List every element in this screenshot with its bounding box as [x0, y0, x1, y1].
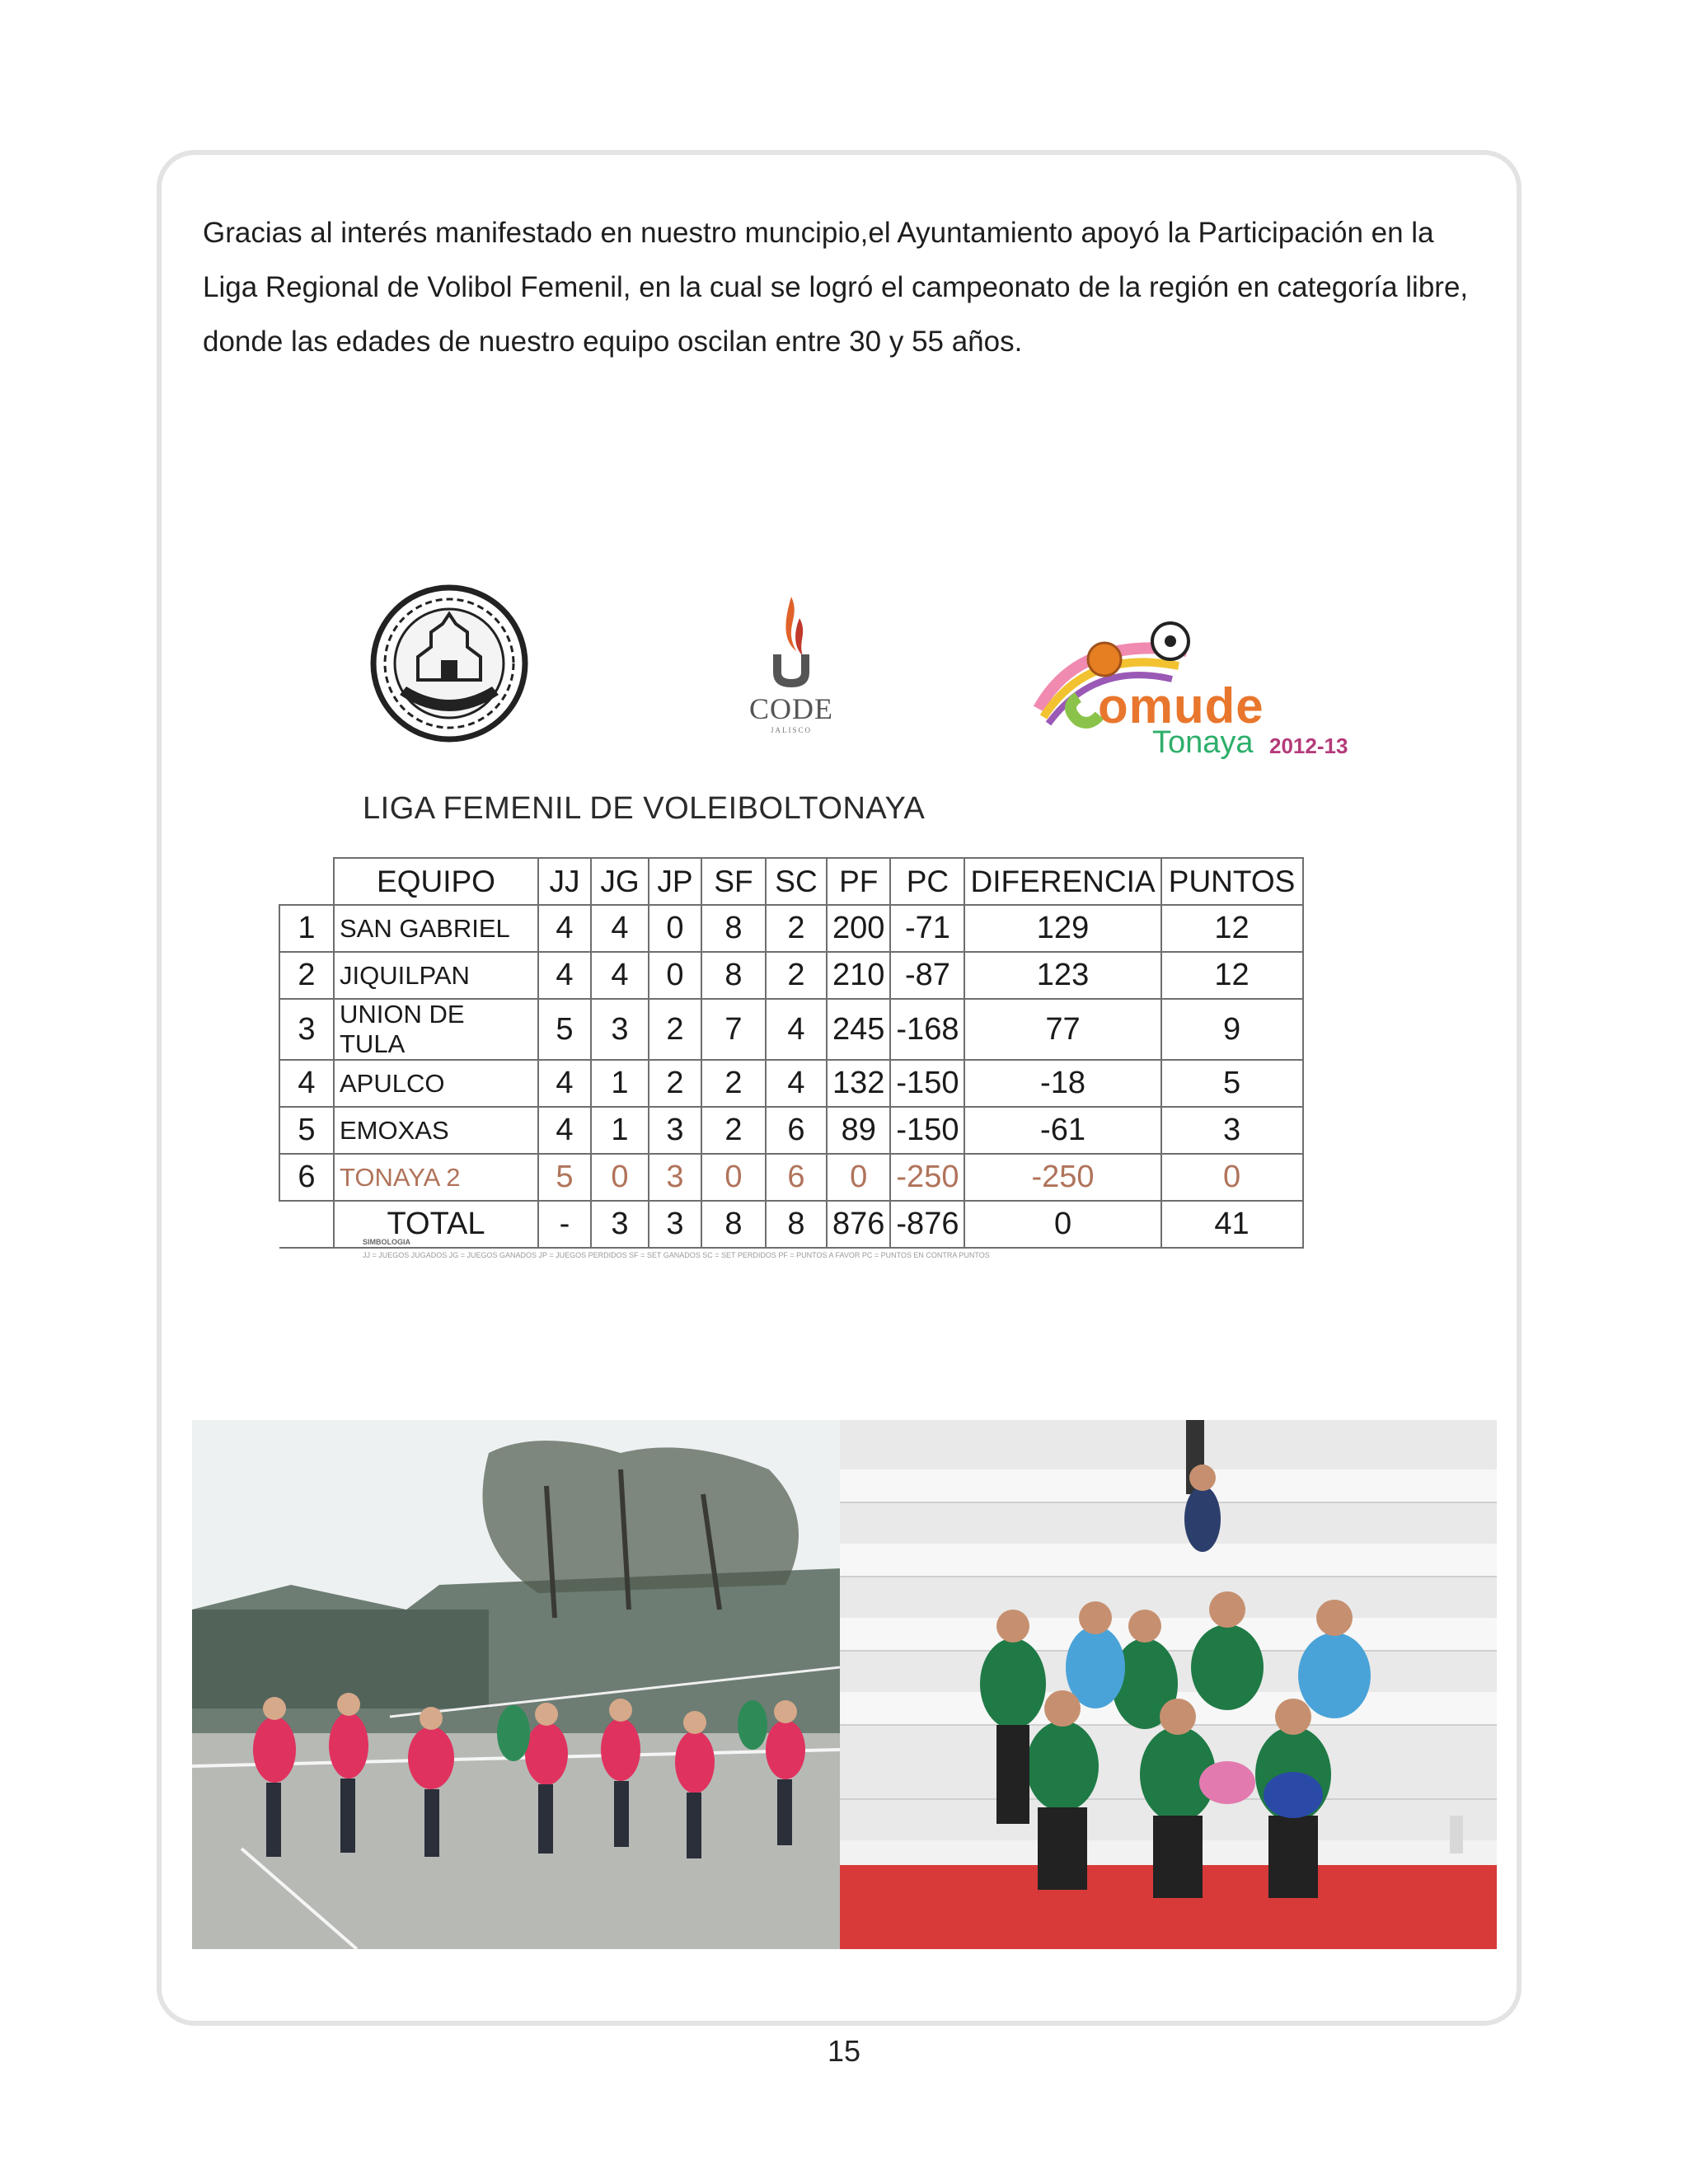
table-cell: 77: [964, 999, 1160, 1060]
code-logo: [725, 593, 857, 734]
table-cell: 4: [538, 1060, 591, 1107]
table-cell: 5: [538, 999, 591, 1060]
table-row: [279, 1107, 1303, 1154]
table-cell: 0: [1161, 1154, 1303, 1201]
table-cell: 2: [701, 1060, 766, 1107]
rank-cell: 1: [279, 905, 334, 952]
table-cell: 8: [701, 952, 766, 999]
header-cell: PUNTOS: [1161, 858, 1303, 905]
table-cell: -876: [890, 1201, 964, 1248]
symbology-text: JJ = JUEGOS JUGADOS JG = JUEGOS GANADOS JP = JUEGOS PERDIDOS SF = SET GANADOS SC = SET PERDIDOS PF = PUNTOS A FAVOR PC = PUNTOS EN CONTRA PUNTOS: [363, 1251, 990, 1259]
standings-table: [279, 857, 1304, 1249]
table-cell: 5: [538, 1154, 591, 1201]
table-cell: -87: [890, 952, 964, 999]
intro-line: Liga Regional de Volibol Femenil, en la cual se logró el campeonato de la región en categoría libre,: [203, 271, 1469, 303]
table-cell: 3: [591, 1201, 649, 1248]
table-cell: -250: [890, 1154, 964, 1201]
table-cell: 6: [766, 1107, 827, 1154]
table-cell: -150: [890, 1107, 964, 1154]
table-cell: 0: [649, 952, 701, 999]
header-cell: SF: [701, 858, 766, 905]
team-cell: APULCO: [334, 1060, 538, 1107]
table-row: [279, 1060, 1303, 1107]
table-cell: 2: [649, 1060, 701, 1107]
header-rank-cell: [279, 858, 334, 905]
rank-cell: 2: [279, 952, 334, 999]
table-cell: 8: [701, 1201, 766, 1248]
table-cell: 8: [701, 905, 766, 952]
comude-name: omude: [1098, 678, 1264, 733]
table-total-row: [279, 1201, 1303, 1248]
table-header-row: [279, 858, 1303, 905]
total-label-cell: TOTAL: [334, 1201, 538, 1248]
table-cell: 2: [649, 999, 701, 1060]
code-name: CODE: [749, 692, 833, 725]
table-cell: 4: [538, 952, 591, 999]
municipal-seal-icon: [367, 581, 532, 746]
table-cell: -71: [890, 905, 964, 952]
team-cell: TONAYA 2: [334, 1154, 538, 1201]
photo-team-group: [840, 1420, 1497, 1949]
table-cell: -: [538, 1201, 591, 1248]
table-cell: 3: [1161, 1107, 1303, 1154]
rank-cell: 3: [279, 999, 334, 1060]
table-cell: 4: [538, 1107, 591, 1154]
table-cell: 4: [766, 999, 827, 1060]
table-row: [279, 999, 1303, 1060]
table-cell: 200: [827, 905, 890, 952]
team-cell: SAN GABRIEL: [334, 905, 538, 952]
table-cell: 3: [649, 1201, 701, 1248]
table-cell: 7: [701, 999, 766, 1060]
header-cell: PF: [827, 858, 890, 905]
header-cell: PC: [890, 858, 964, 905]
table-cell: 3: [649, 1107, 701, 1154]
intro-line: donde las edades de nuestro equipo oscilan entre 30 y 55 años.: [203, 326, 1023, 358]
table-cell: 876: [827, 1201, 890, 1248]
league-title: LIGA FEMENIL DE VOLEIBOLTONAYA: [363, 791, 926, 826]
header-cell: DIFERENCIA: [964, 858, 1160, 905]
comude-place: Tonaya: [1152, 725, 1254, 760]
table-cell: 2: [766, 905, 827, 952]
table-cell: 210: [827, 952, 890, 999]
table-cell: -61: [964, 1107, 1160, 1154]
table-row: [279, 905, 1303, 952]
table-cell: 2: [701, 1107, 766, 1154]
table-cell: 2: [766, 952, 827, 999]
team-cell: EMOXAS: [334, 1107, 538, 1154]
table-cell: 129: [964, 905, 1160, 952]
table-cell: 89: [827, 1107, 890, 1154]
total-blank-cell: [279, 1201, 334, 1248]
table-row-highlighted: [279, 1154, 1303, 1201]
table-cell: 8: [766, 1201, 827, 1248]
table-cell: -250: [964, 1154, 1160, 1201]
table-cell: 1: [591, 1060, 649, 1107]
header-cell: SC: [766, 858, 827, 905]
flame-icon: [758, 593, 824, 692]
table-cell: 5: [1161, 1060, 1303, 1107]
table-cell: 0: [827, 1154, 890, 1201]
table-row: [279, 952, 1303, 999]
table-cell: 4: [766, 1060, 827, 1107]
table-cell: -168: [890, 999, 964, 1060]
page-number: 15: [827, 2034, 861, 2068]
intro-paragraph: [203, 206, 1505, 369]
table-cell: 12: [1161, 952, 1303, 999]
table-cell: 0: [701, 1154, 766, 1201]
table-cell: 4: [538, 905, 591, 952]
table-cell: 1: [591, 1107, 649, 1154]
table-cell: 12: [1161, 905, 1303, 952]
symbology-title: SIMBOLOGIA: [363, 1238, 410, 1246]
table-cell: 6: [766, 1154, 827, 1201]
rank-cell: 4: [279, 1060, 334, 1107]
table-cell: 41: [1161, 1201, 1303, 1248]
table-cell: 123: [964, 952, 1160, 999]
table-cell: 0: [591, 1154, 649, 1201]
table-cell: -18: [964, 1060, 1160, 1107]
rank-cell: 6: [279, 1154, 334, 1201]
header-cell: JP: [649, 858, 701, 905]
table-cell: 4: [591, 952, 649, 999]
photo-outdoor-match: [192, 1420, 840, 1949]
header-cell: EQUIPO: [334, 858, 538, 905]
comude-logo: [1030, 618, 1360, 766]
code-sub: JALISCO: [770, 726, 812, 734]
header-cell: JG: [591, 858, 649, 905]
team-cell: JIQUILPAN: [334, 952, 538, 999]
rank-cell: 5: [279, 1107, 334, 1154]
team-cell: UNION DE TULA: [334, 999, 538, 1060]
comude-season: 2012-13: [1269, 733, 1348, 758]
table-cell: 4: [591, 905, 649, 952]
table-cell: 3: [591, 999, 649, 1060]
table-cell: 132: [827, 1060, 890, 1107]
table-cell: 0: [964, 1201, 1160, 1248]
table-cell: 3: [649, 1154, 701, 1201]
league-standings-scan: [264, 569, 1352, 1310]
table-cell: 0: [649, 905, 701, 952]
table-cell: -150: [890, 1060, 964, 1107]
table-cell: 245: [827, 999, 890, 1060]
table-cell: 9: [1161, 999, 1303, 1060]
header-cell: JJ: [538, 858, 591, 905]
intro-line: Gracias al interés manifestado en nuestro muncipio,el Ayuntamiento apoyó la Participación en la: [203, 217, 1434, 249]
